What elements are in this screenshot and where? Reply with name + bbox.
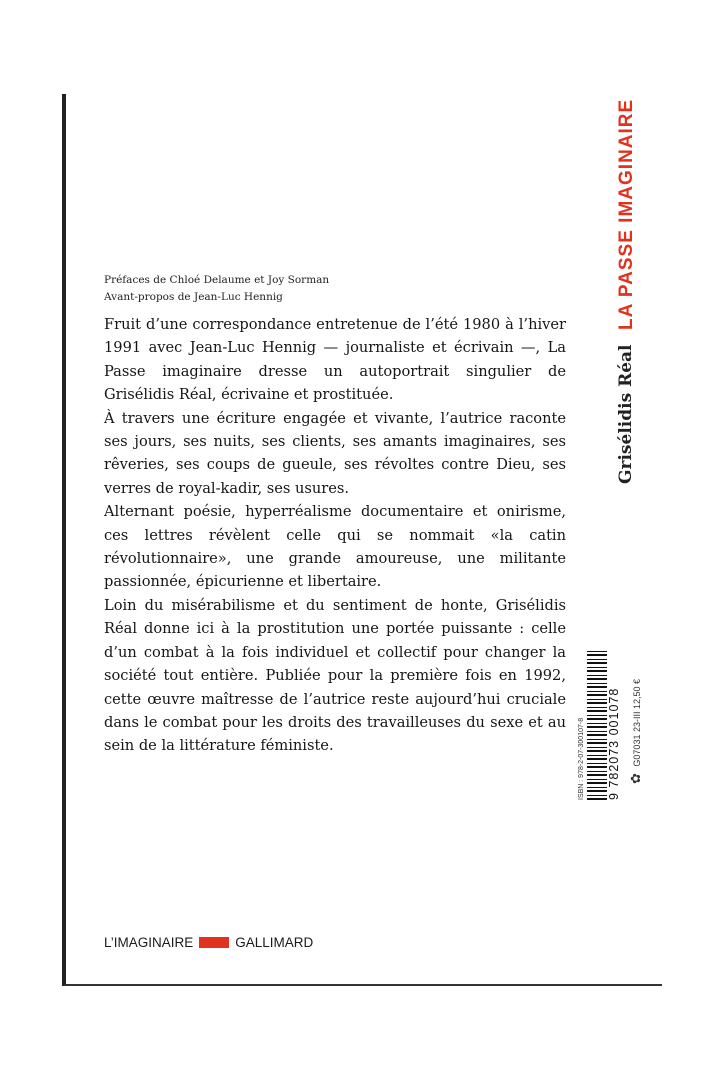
spine-code <box>628 679 644 788</box>
blurb-paragraph: Fruit d’une correspondance entretenue de l’été 1980 à l’hiver 1991 avec Jean-Luc Hennig — journaliste et écrivain —, La Passe imaginaire dresse un autoportrait singulier de Grisélidis Réal, écrivaine et prostituée. <box>104 316 566 404</box>
red-block-icon <box>199 937 229 948</box>
blurb-paragraph: Alternant poésie, hyperréalisme documentaire et onirisme, ces lettres révèlent celle qui se nommait «la catin révolutionnaire», une grande amoureuse, une militante passionnée, épicurienne et libertaire. <box>104 503 566 591</box>
isbn-label: ISBN : 978-2-07-300107-8 <box>578 717 585 800</box>
collection-name: L’IMAGINAIRE <box>104 935 194 950</box>
publisher-name: GALLIMARD <box>235 935 314 950</box>
gallimard-logo-icon: ✿ <box>628 773 643 784</box>
product-code: G07031 23-III 12,50 € <box>632 679 642 767</box>
barcode-digits: 9 782073 001078 <box>607 687 621 800</box>
barcode <box>578 640 624 800</box>
blurb-paragraph: À travers une écriture engagée et vivante, l’autrice raconte ses jours, ses nuits, ses clients, ses amants imaginaires, ses rêveries, ses coups de gueule, ses révoltes contre Dieu, ses verres de royal-kadir, ses usures. <box>104 409 566 497</box>
publisher-line <box>104 935 313 950</box>
barcode-bars <box>587 650 607 800</box>
credits <box>104 272 329 306</box>
spine-author: Grisélidis Réal <box>616 344 636 484</box>
blurb-text <box>104 313 566 758</box>
blurb-paragraph: Loin du misérabilisme et du sentiment de honte, Grisélidis Réal donne ici à la prostitution une portée puissante : celle d’un combat à la fois individuel et collectif pour changer la société tout entière. Publiée pour la première fois en 1992, cette œuvre maîtresse de l’autrice reste aujourd’hui cruciale dans le combat pour les droits des travailleuses du sexe et au sein de la littérature féministe. <box>104 596 566 755</box>
spine-title: LA PASSE IMAGINAIRE <box>616 98 637 330</box>
preface-credit: Préfaces de Chloé Delaume et Joy Sorman <box>104 274 330 286</box>
foreword-credit: Avant-propos de Jean-Luc Hennig <box>104 291 283 303</box>
